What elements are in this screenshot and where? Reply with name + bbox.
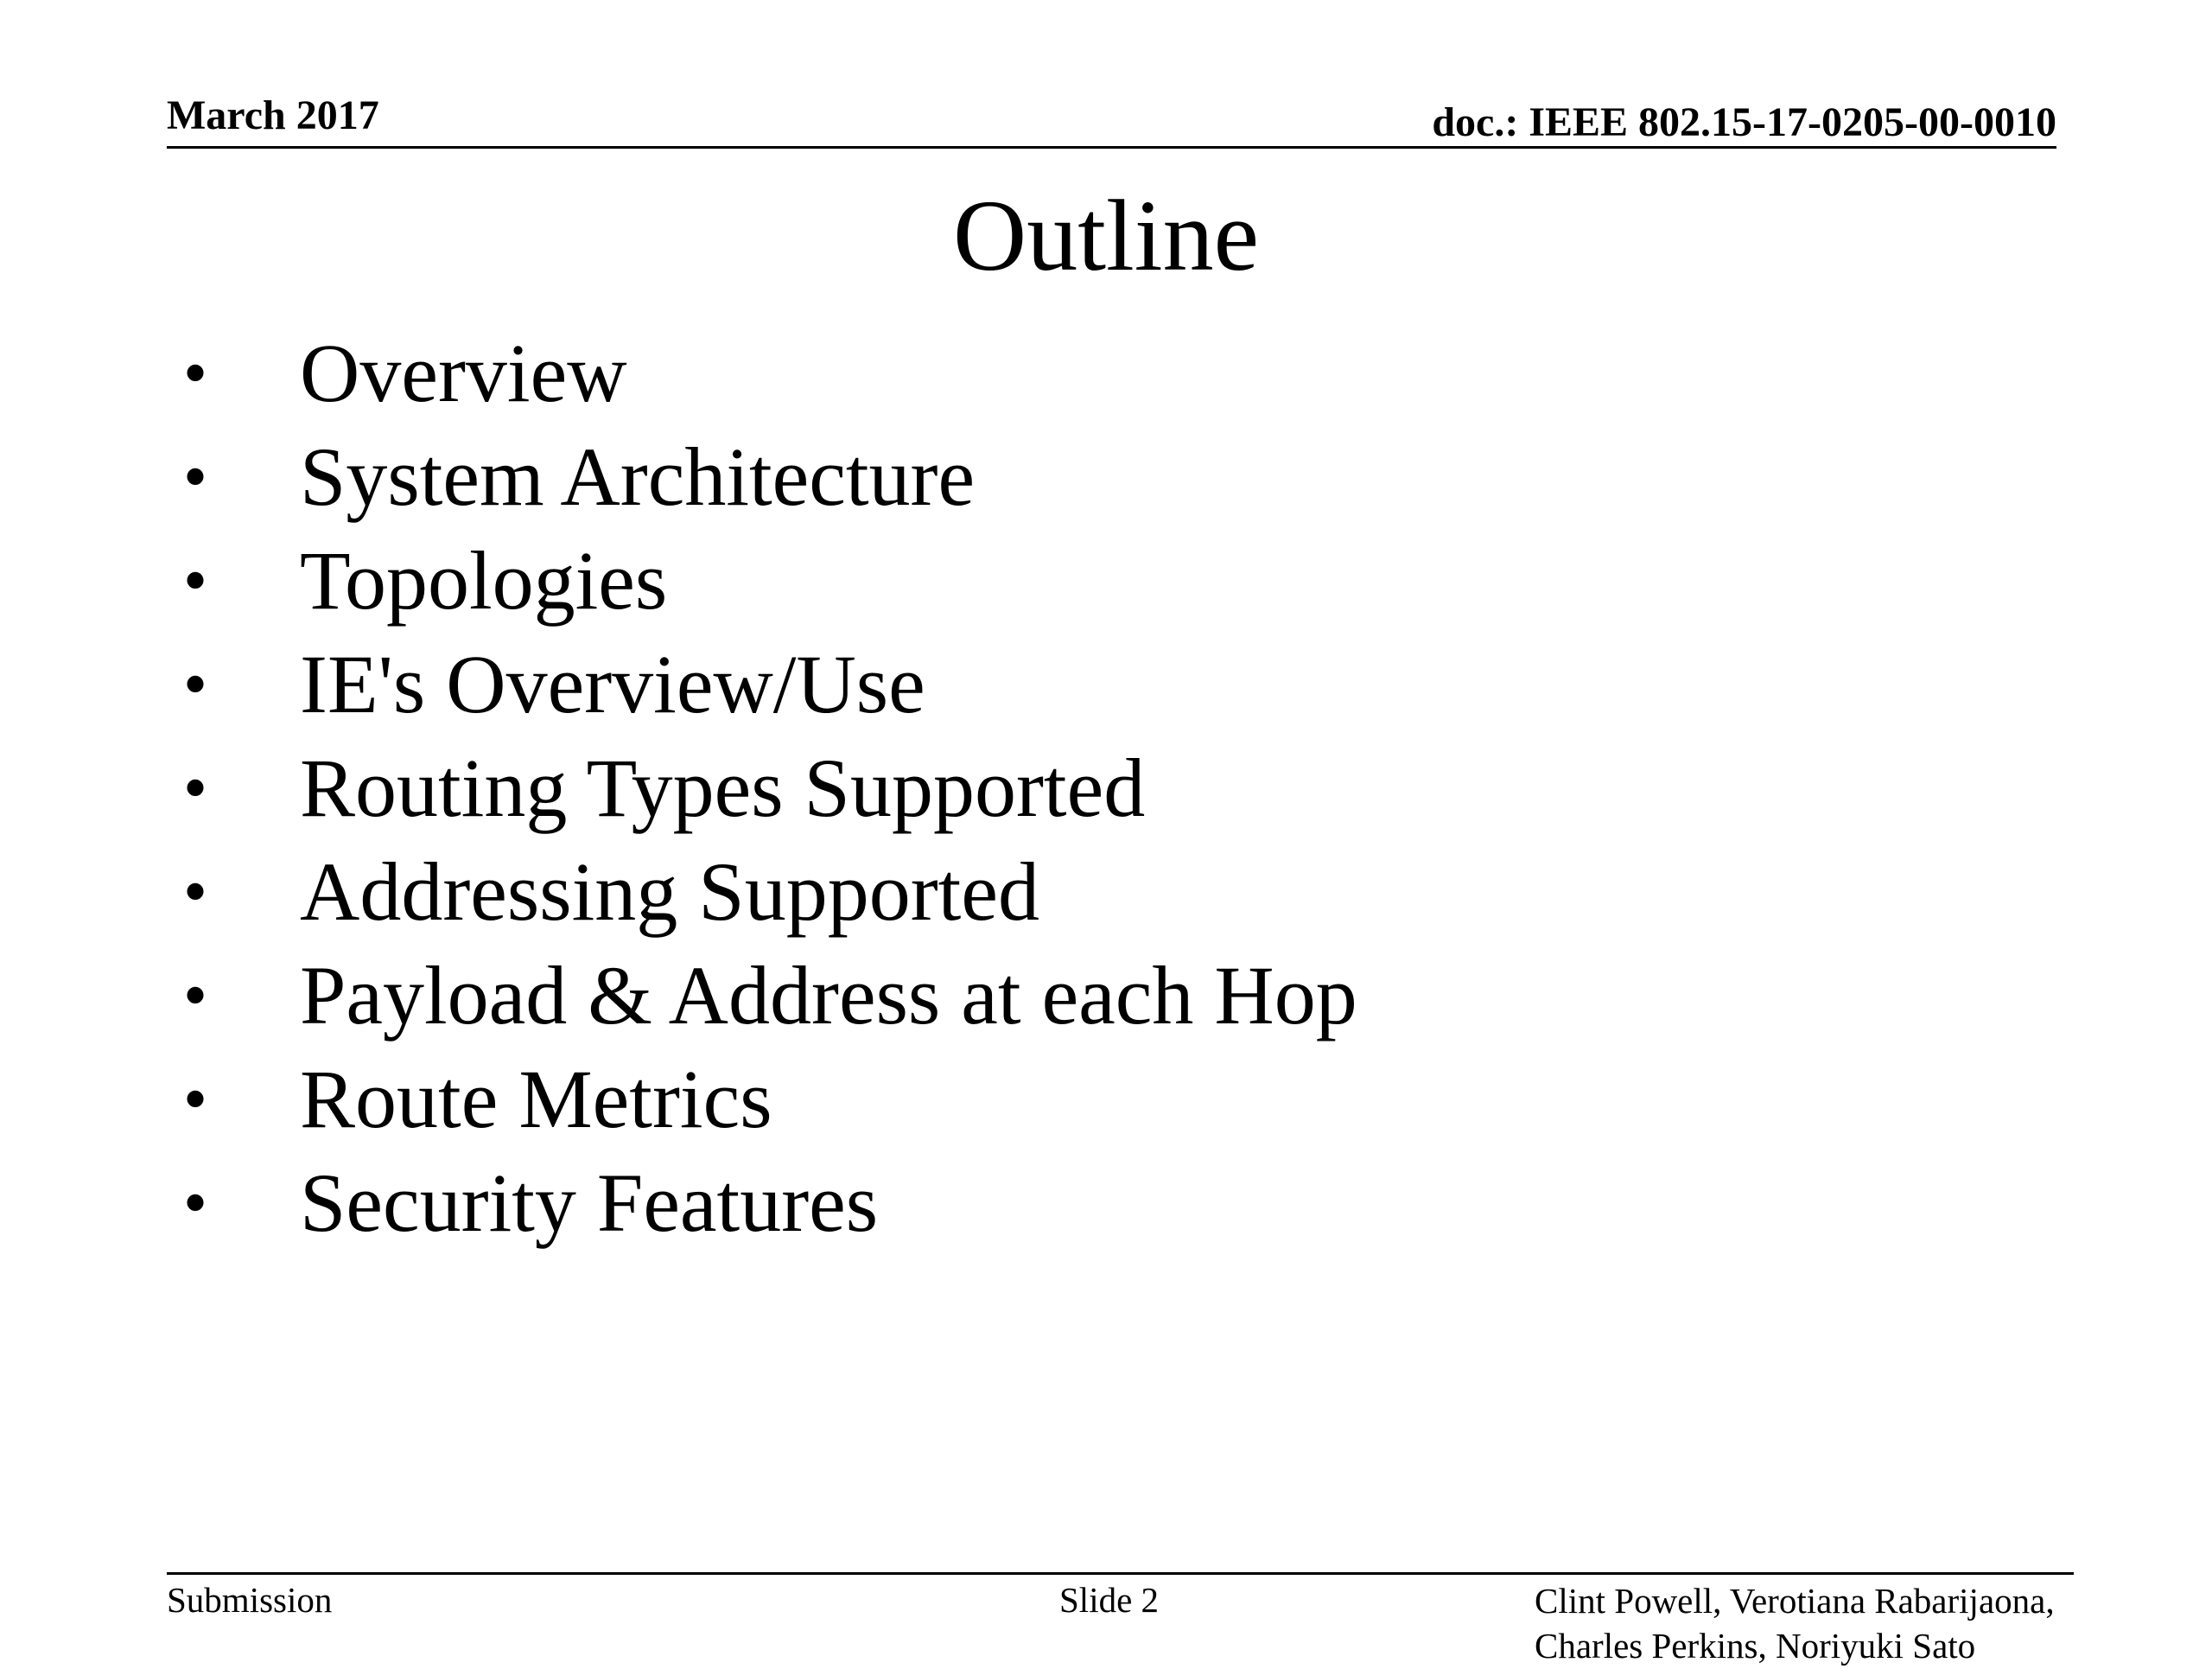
- slide-number: Slide 2: [1059, 1580, 1160, 1620]
- bullet-icon: •: [183, 1165, 208, 1241]
- bullet-icon: •: [183, 647, 208, 723]
- authors-line-2: Charles Perkins, Noriyuki Sato: [1535, 1626, 1976, 1666]
- outline-item-label: Routing Types Supported: [300, 742, 1146, 834]
- bullet-icon: •: [183, 854, 208, 930]
- header-date: March 2017: [167, 92, 379, 138]
- outline-item-label: IE's Overview/Use: [300, 638, 925, 730]
- document-id: doc.: IEEE 802.15-17-0205-00-0010: [1432, 99, 2056, 145]
- outline-item-label: Route Metrics: [300, 1053, 772, 1145]
- bullet-icon: •: [183, 439, 208, 515]
- header-divider: [167, 146, 2056, 149]
- slide-title: Outline: [953, 179, 1259, 292]
- outline-item-label: Addressing Supported: [300, 845, 1039, 938]
- outline-item-label: Security Features: [300, 1156, 879, 1249]
- outline-item-label: System Architecture: [300, 430, 976, 523]
- bullet-icon: •: [183, 543, 208, 619]
- outline-item-label: Payload & Address at each Hop: [300, 949, 1357, 1042]
- bullet-icon: •: [183, 750, 208, 826]
- bullet-icon: •: [183, 335, 208, 411]
- bullet-icon: •: [183, 958, 208, 1034]
- footer-divider: [167, 1572, 2074, 1575]
- footer-submission: Submission: [167, 1580, 333, 1620]
- bullet-icon: •: [183, 1061, 208, 1137]
- footer-authors: [1535, 1578, 2055, 1669]
- outline-item-label: Topologies: [300, 534, 668, 627]
- authors-line-1: Clint Powell, Verotiana Rabarijaona,: [1535, 1581, 2055, 1621]
- outline-item-label: Overview: [300, 327, 627, 419]
